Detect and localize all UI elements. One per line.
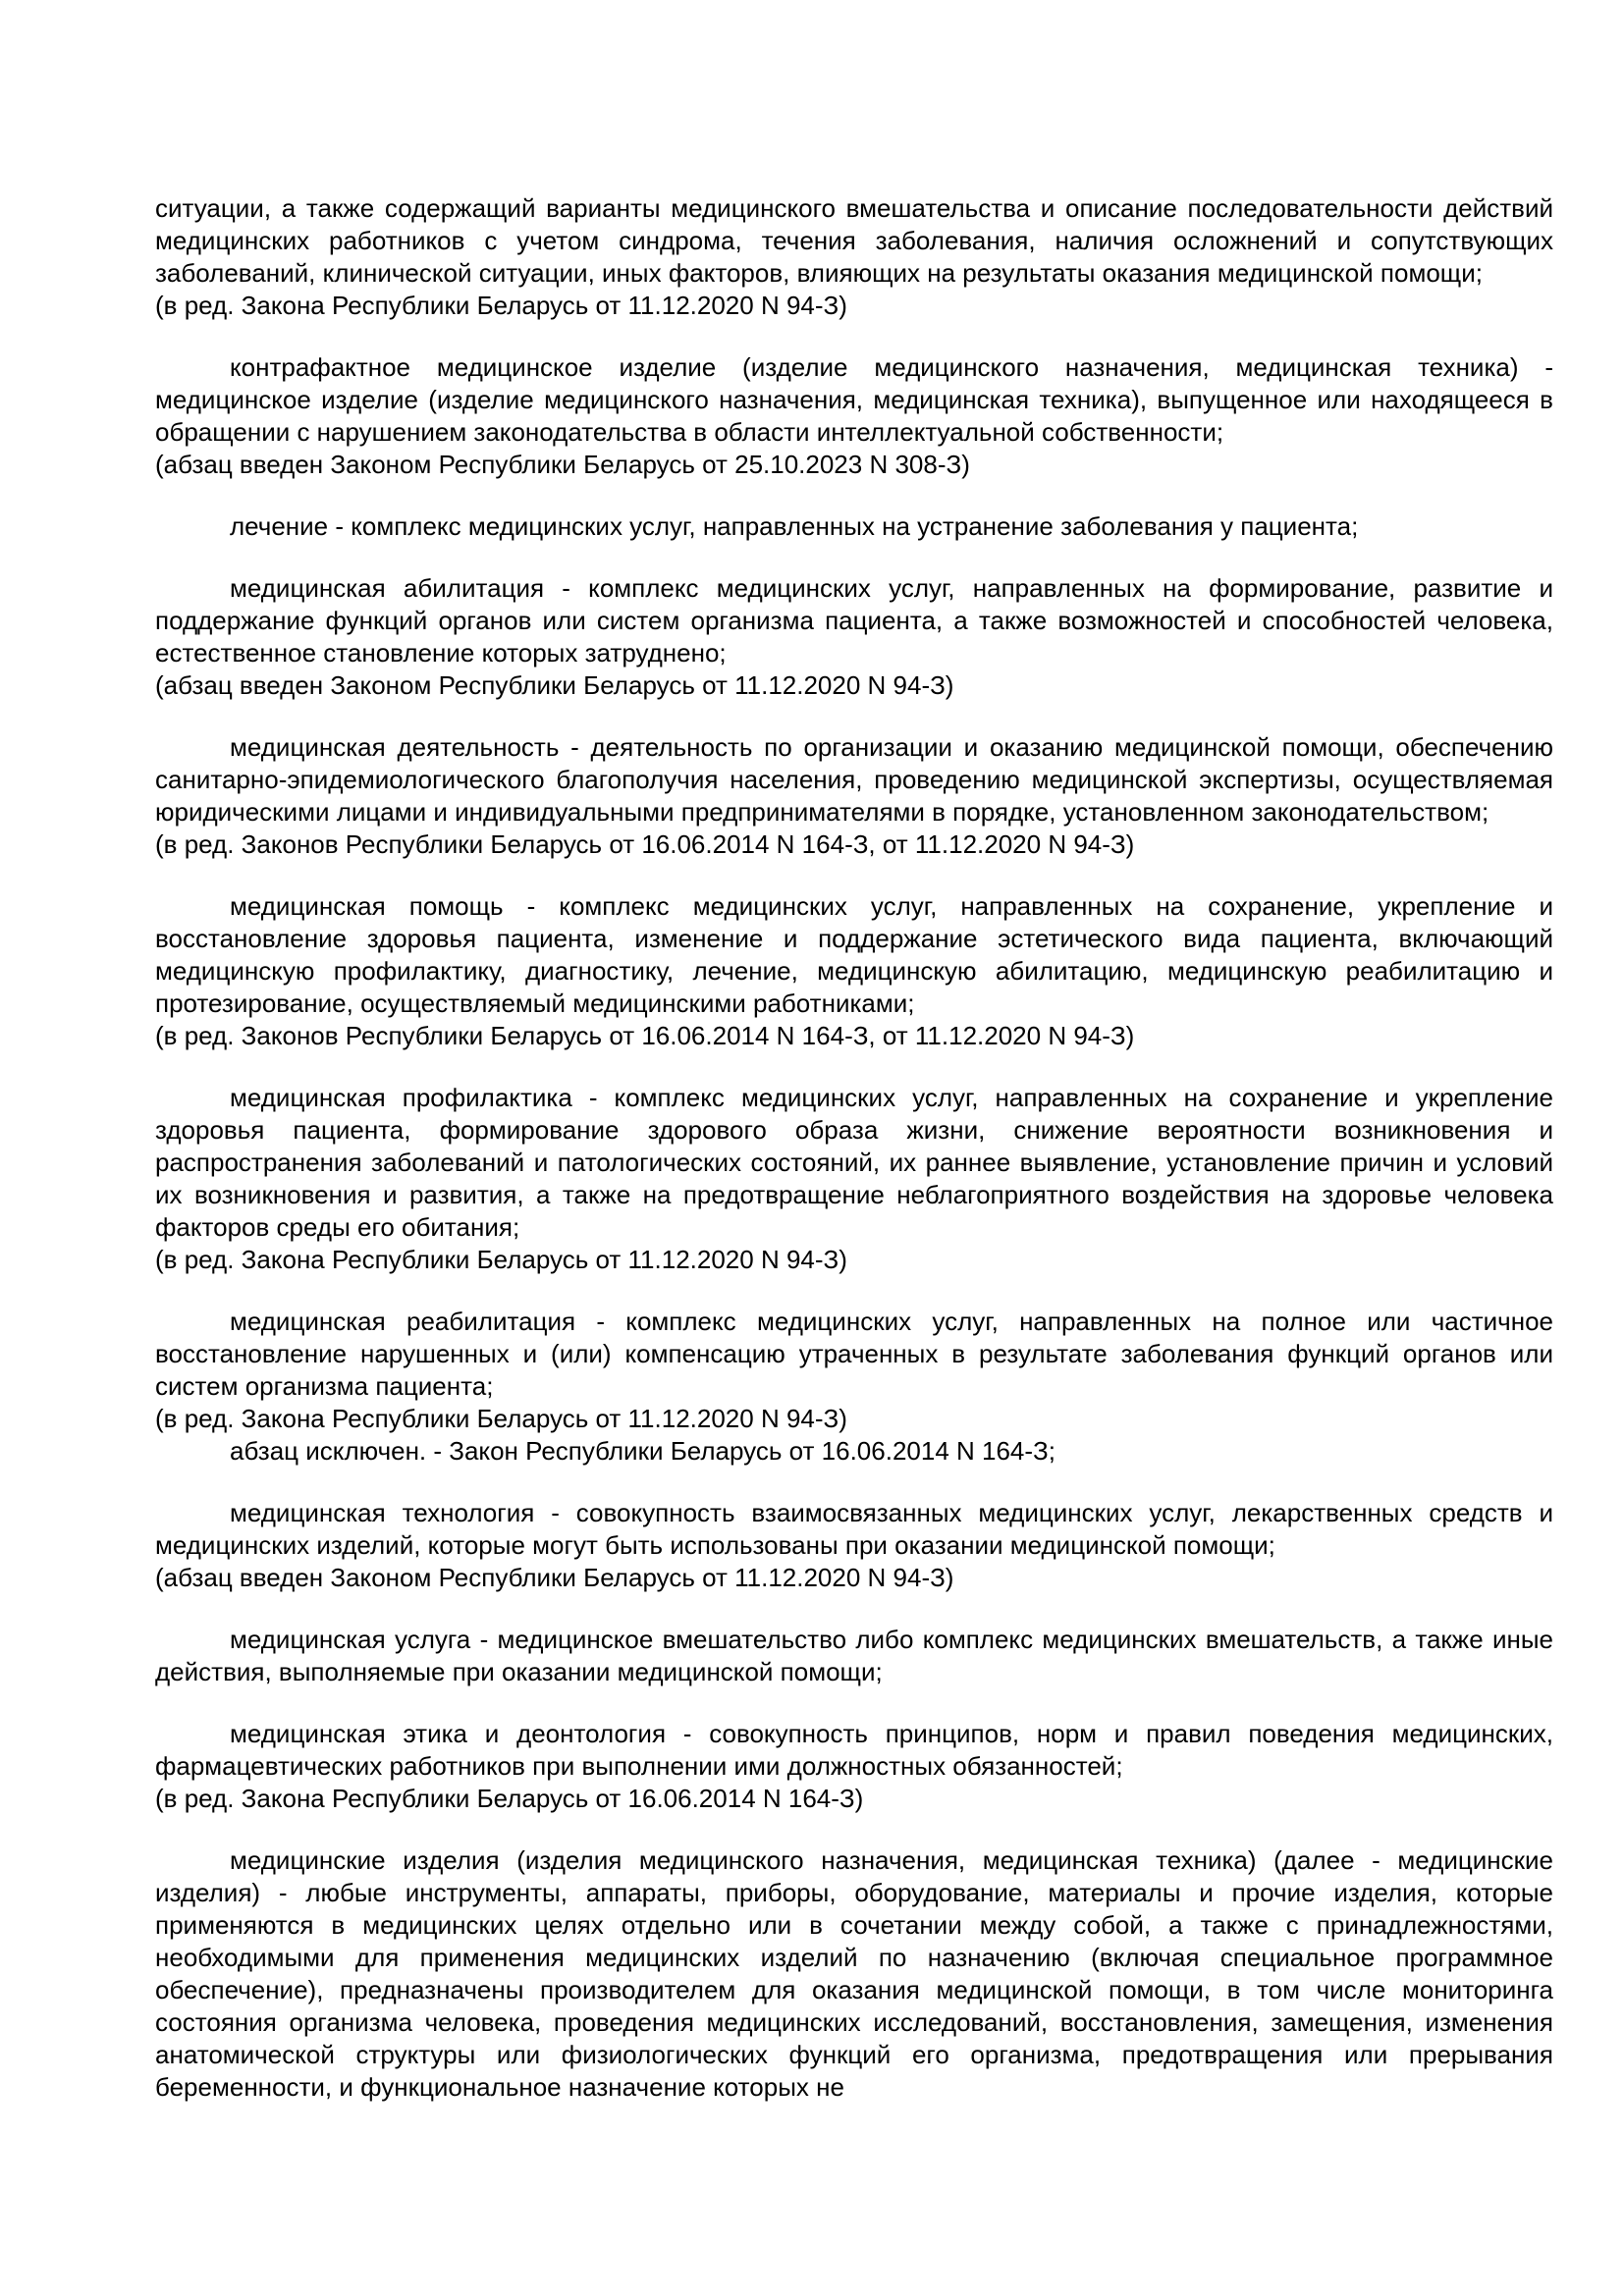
definition-block [155,572,1553,702]
document-page [155,192,1553,2104]
definition-block [155,1718,1553,1815]
definition-block [155,1844,1553,2104]
definition-block [155,351,1553,481]
amendment-note: (в ред. Закона Республики Беларусь от 16.06.2014 N 164-З) [155,1784,864,1813]
definition-block [155,510,1553,543]
amendment-note: (абзац введен Законом Республики Беларусь от 25.10.2023 N 308-З) [155,450,970,479]
definition-block [155,890,1553,1052]
definition-paragraph: медицинская технология - совокупность взаимосвязанных медицинских услуг, лекарственных средств и медицинских изделий, которые могут быть использованы при оказании медицинской помощи; [155,1498,1553,1560]
amendment-note: (в ред. Закона Республики Беларусь от 11.12.2020 N 94-З) [155,291,847,320]
amendment-note: (абзац введен Законом Республики Беларусь от 11.12.2020 N 94-З) [155,1563,954,1592]
definition-paragraph: медицинская реабилитация - комплекс медицинских услуг, направленных на полное или частичное восстановление нарушенных и (или) компенсацию утраченных в результате заболевания функций органов или систем организма пациента; [155,1307,1553,1401]
definition-paragraph: медицинская этика и деонтология - совокупность принципов, норм и правил поведения медицинских, фармацевтических работников при выполнении ими должностных обязанностей; [155,1719,1553,1781]
definition-block [155,1435,1553,1468]
definition-paragraph: медицинская услуга - медицинское вмешательство либо комплекс медицинских вмешательств, а также иные действия, выполняемые при оказании медицинской помощи; [155,1625,1553,1686]
definition-paragraph: медицинская помощь - комплекс медицинских услуг, направленных на сохранение, укрепление и восстановление здоровья пациента, изменение и поддержание эстетического вида пациента, включающий медицинскую профилактику, диагностику, лечение, медицинскую абилитацию, медицинскую реабилитацию и протезирование, осуществляемый медицинскими работниками; [155,891,1553,1018]
definition-block [155,1082,1553,1276]
amendment-note: (в ред. Законов Республики Беларусь от 16.06.2014 N 164-З, от 11.12.2020 N 94-З) [155,1021,1135,1050]
definition-paragraph: медицинская абилитация - комплекс медицинских услуг, направленных на формирование, развитие и поддержание функций органов или систем организма пациента, а также возможностей и способностей человека, естественное становление которых затруднено; [155,573,1553,667]
definition-paragraph: контрафактное медицинское изделие (изделие медицинского назначения, медицинская техника) - медицинское изделие (изделие медицинского назначения, медицинская техника), выпущенное или находящееся в обращении с нарушением законодательства в области интеллектуальной собственности; [155,352,1553,447]
definition-paragraph: медицинская профилактика - комплекс медицинских услуг, направленных на сохранение и укрепление здоровья пациента, формирование здорового образа жизни, снижение вероятности возникновения и распространения заболеваний и патологических состояний, их раннее выявление, установление причин и условий их возникновения и развития, а также на предотвращение неблагоприятного воздействия на здоровье человека факторов среды его обитания; [155,1083,1553,1242]
definition-block [155,1306,1553,1435]
amendment-note: (в ред. Закона Республики Беларусь от 11.12.2020 N 94-З) [155,1245,847,1274]
excluded-paragraph: абзац исключен. - Закон Республики Беларусь от 16.06.2014 N 164-З; [230,1436,1056,1466]
definition-block [155,731,1553,861]
definition-paragraph: медицинские изделия (изделия медицинского назначения, медицинская техника) (далее - медицинские изделия) - любые инструменты, аппараты, приборы, оборудование, материалы и прочие изделия, которые применяются в медицинских целях отдельно или в сочетании между собой, а также с принадлежностями, необходимыми для применения медицинских изделий по назначению (включая специальное программное обеспечение), предназначены производителем для оказания медицинской помощи, в том числе мониторинга состояния организма человека, проведения медицинских исследований, восстановления, замещения, изменения анатомической структуры или физиологических функций его организма, предотвращения или прерывания беременности, и функциональное назначение которых не [155,1845,1553,2102]
amendment-note: (в ред. Законов Республики Беларусь от 16.06.2014 N 164-З, от 11.12.2020 N 94-З) [155,829,1135,859]
definition-block [155,192,1553,322]
definition-block [155,1497,1553,1594]
paragraph-continuation: ситуации, а также содержащий варианты медицинского вмешательства и описание последовательности действий медицинских работников с учетом синдрома, течения заболевания, наличия осложнений и сопутствующих заболеваний, клинической ситуации, иных факторов, влияющих на результаты оказания медицинской помощи; [155,193,1553,288]
definition-paragraph: лечение - комплекс медицинских услуг, направленных на устранение заболевания у пациента; [230,511,1359,541]
amendment-note: (абзац введен Законом Республики Беларусь от 11.12.2020 N 94-З) [155,670,954,700]
definition-block [155,1624,1553,1688]
definition-paragraph: медицинская деятельность - деятельность по организации и оказанию медицинской помощи, обеспечению санитарно-эпидемиологического благополучия населения, проведению медицинской экспертизы, осуществляемая юридическими лицами и индивидуальными предпринимателями в порядке, установленном законодательством; [155,732,1553,827]
amendment-note: (в ред. Закона Республики Беларусь от 11.12.2020 N 94-З) [155,1404,847,1433]
